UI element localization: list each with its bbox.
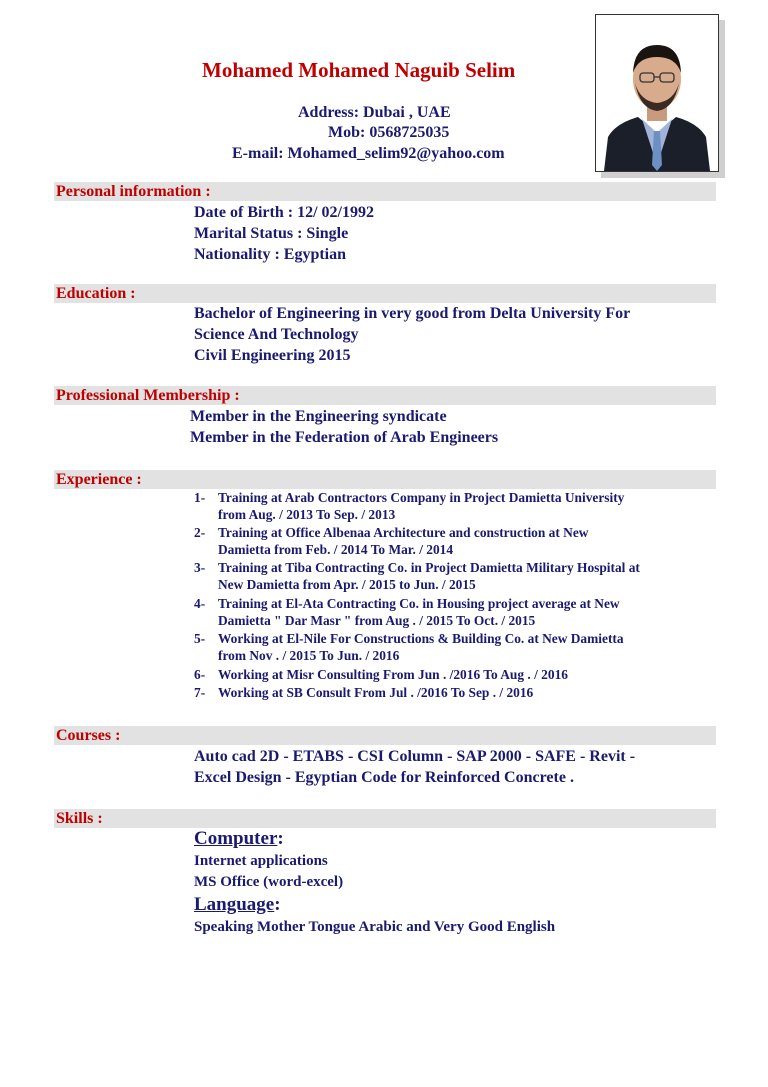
- experience-number: 2-: [194, 525, 206, 540]
- education-line-1: Bachelor of Engineering in very good from Delta University For: [194, 305, 631, 322]
- language-colon: :: [274, 894, 281, 915]
- membership-heading: Professional Membership :: [56, 387, 240, 404]
- computer-colon: :: [277, 828, 284, 849]
- experience-item: [194, 631, 714, 665]
- experience-item: [194, 685, 714, 702]
- membership-line-1: Member in the Engineering syndicate: [190, 408, 447, 425]
- candidate-name: Mohamed Mohamed Naguib Selim: [202, 58, 516, 82]
- experience-list: [194, 490, 714, 700]
- experience-number: 1-: [194, 490, 206, 505]
- mobile-line: Mob: 0568725035: [328, 124, 450, 141]
- courses-heading: Courses :: [56, 727, 121, 744]
- education-heading: Education :: [56, 285, 136, 302]
- experience-dates: Damietta from Feb. / 2014 To Mar. / 2014: [218, 542, 454, 557]
- skills-section-bar: [54, 809, 716, 828]
- experience-heading: Experience :: [56, 471, 142, 488]
- person-portrait-icon: [596, 15, 718, 171]
- education-line-2: Science And Technology: [194, 326, 359, 343]
- experience-number: 6-: [194, 667, 206, 682]
- courses-line-1: Auto cad 2D - ETABS - CSI Column - SAP 2000 - SAFE - Revit -: [194, 748, 636, 765]
- experience-section-bar: [54, 470, 716, 489]
- experience-item: [194, 525, 714, 559]
- experience-number: 3-: [194, 560, 206, 575]
- experience-item: [194, 596, 714, 630]
- address-line: Address: Dubai , UAE: [298, 104, 451, 121]
- experience-item: [194, 490, 714, 524]
- profile-photo: [595, 14, 719, 172]
- membership-line-2: Member in the Federation of Arab Engineers: [190, 429, 499, 446]
- computer-subheading: [194, 828, 284, 850]
- courses-line-2: Excel Design - Egyptian Code for Reinforced Concrete .: [194, 769, 574, 786]
- experience-dates: Damietta " Dar Masr " from Aug . / 2015 To Oct. / 2015: [218, 613, 536, 628]
- personal-info-heading: Personal information :: [56, 183, 211, 200]
- computer-skill-2: MS Office (word-excel): [194, 874, 344, 890]
- experience-text: Working at El-Nile For Constructions & Building Co. at New Damietta: [218, 631, 624, 646]
- membership-section-bar: [54, 386, 716, 405]
- email-line: E-mail: Mohamed_selim92@yahoo.com: [232, 145, 505, 162]
- experience-dates: from Aug. / 2013 To Sep. / 2013: [218, 507, 396, 522]
- experience-item: [194, 667, 714, 684]
- experience-text: Training at Tiba Contracting Co. in Project Damietta Military Hospital at: [218, 560, 640, 575]
- experience-number: 5-: [194, 631, 206, 646]
- experience-text: Working at Misr Consulting From Jun . /2016 To Aug . / 2016: [218, 667, 568, 682]
- skills-heading: Skills :: [56, 810, 103, 827]
- personal-info-section-bar: [54, 182, 716, 201]
- language-subheading: [194, 894, 281, 916]
- date-of-birth: Date of Birth : 12/ 02/1992: [194, 204, 374, 221]
- language-skill: Speaking Mother Tongue Arabic and Very Good English: [194, 919, 556, 935]
- experience-item: [194, 560, 714, 594]
- experience-dates: New Damietta from Apr. / 2015 to Jun. / 2015: [218, 577, 476, 592]
- experience-text: Training at Arab Contractors Company in Project Damietta University: [218, 490, 625, 505]
- experience-number: 7-: [194, 685, 206, 700]
- experience-dates: from Nov . / 2015 To Jun. / 2016: [218, 648, 400, 663]
- courses-section-bar: [54, 726, 716, 745]
- marital-status: Marital Status : Single: [194, 225, 349, 242]
- education-line-3: Civil Engineering 2015: [194, 347, 351, 364]
- language-title: Language: [194, 894, 275, 915]
- nationality: Nationality : Egyptian: [194, 246, 347, 263]
- experience-text: Training at Office Albenaa Architecture and construction at New: [218, 525, 589, 540]
- education-section-bar: [54, 284, 716, 303]
- experience-text: Training at El-Ata Contracting Co. in Housing project average at New: [218, 596, 620, 611]
- experience-number: 4-: [194, 596, 206, 611]
- computer-skill-1: Internet applications: [194, 853, 328, 869]
- computer-title: Computer: [194, 828, 278, 849]
- experience-text: Working at SB Consult From Jul . /2016 To Sep . / 2016: [218, 685, 534, 700]
